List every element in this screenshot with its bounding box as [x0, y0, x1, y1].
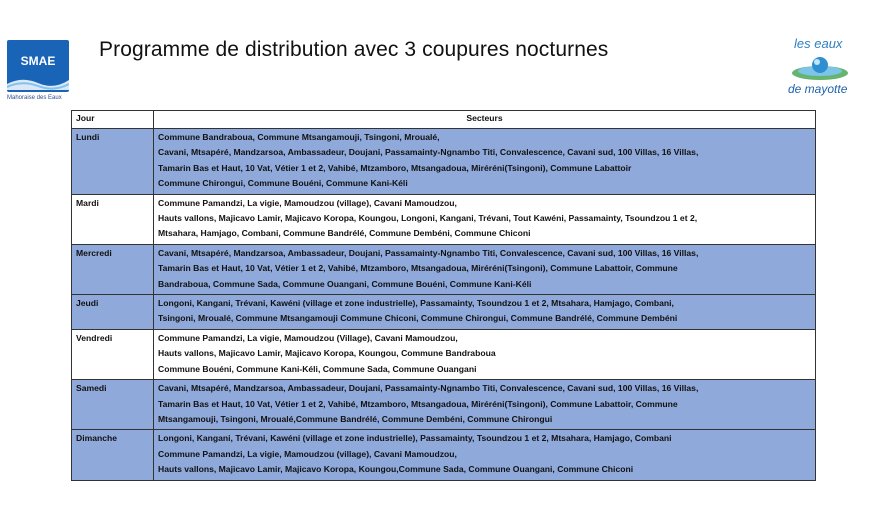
sector-line: Hauts vallons, Majicavo Lamir, Majicavo Koropa, Koungou, Commune Bandraboua [158, 348, 496, 359]
table-row [72, 380, 816, 430]
table-header-row [72, 111, 816, 129]
column-header-sectors: Secteurs [154, 111, 816, 129]
table-row [72, 194, 816, 244]
sectors-cell [154, 295, 816, 330]
sector-line: Cavani, Mtsapéré, Mandzarsoa, Ambassadeur, Doujani, Passamainty-Ngnambo Titi, Convalescence, Cavani sud, 100 Villas, 16 Villas, [158, 147, 699, 158]
sector-line: Mtsahara, Hamjago, Combani, Commune Bandrélé, Commune Dembéni, Commune Chiconi [158, 228, 531, 239]
sector-line: Tamarin Bas et Haut, 10 Vat, Vétier 1 et 2, Vahibé, Mtzamboro, Mtsangadoua, Miréréni(Tsingoni), Commune Labattoir, Commune [158, 263, 678, 274]
sector-line: Commune Pamandzi, La vigie, Mamoudzou (village), Cavani Mamoudzou, [158, 448, 457, 459]
sector-line: Mtsangamouji, Tsingoni, Mroualé,Commune Bandrélé, Commune Dembéni, Commune Chirongui [158, 413, 553, 424]
sectors-cell [154, 380, 816, 430]
table-row [72, 430, 816, 480]
sectors-cell [154, 194, 816, 244]
day-cell: Dimanche [72, 430, 154, 480]
day-cell: Samedi [72, 380, 154, 430]
sector-line: Commune Pamandzi, La vigie, Mamoudzou (village), Cavani Mamoudzou, [158, 197, 457, 208]
day-cell: Jeudi [72, 295, 154, 330]
sectors-cell [154, 244, 816, 294]
sector-line: Hauts vallons, Majicavo Lamir, Majicavo Koropa, Koungou, Longoni, Kangani, Trévani, Tout Kawéni, Passamainty, Tsoundzou 1 et 2, [158, 213, 698, 224]
sector-line: Cavani, Mtsapéré, Mandzarsoa, Ambassadeur, Doujani, Passamainty-Ngnambo Titi, Convalescence, Cavani sud, 100 Villas, 16 Villas, [158, 383, 699, 394]
sector-line: Commune Pamandzi, La vigie, Mamoudzou (Village), Cavani Mamoudzou, [158, 332, 458, 343]
day-cell: Vendredi [72, 329, 154, 379]
page-title: Programme de distribution avec 3 coupures nocturnes [99, 38, 609, 61]
sector-line: Longoni, Kangani, Trévani, Kawéni (village et zone industrielle), Passamainty, Tsoundzou 1 et 2, Mtsahara, Hamjago, Combani [158, 433, 672, 444]
smae-logo-badge [7, 40, 69, 92]
sector-line: Commune Bandraboua, Commune Mtsangamouji, Tsingoni, Mroualé, [158, 132, 440, 142]
water-drop-icon [790, 51, 850, 83]
smae-logo [7, 40, 71, 110]
table-row [72, 129, 816, 195]
distribution-schedule-table [71, 110, 816, 481]
sector-line: Cavani, Mtsapéré, Mandzarsoa, Ambassadeur, Doujani, Passamainty-Ngnambo Titi, Convalescence, Cavani sud, 100 Villas, 16 Villas, [158, 247, 699, 258]
smae-logo-name: SMAE [20, 54, 56, 68]
eaux-mayotte-logo-line2: de mayotte [788, 82, 848, 96]
day-cell: Lundi [72, 129, 154, 195]
smae-logo-tagline: Mahoraise des Eaux [7, 95, 62, 101]
day-cell: Mercredi [72, 244, 154, 294]
sector-line: Bandraboua, Commune Sada, Commune Ouangani, Commune Bouéni, Commune Kani-Kéli [158, 278, 532, 289]
sector-line: Tamarin Bas et Haut, 10 Vat, Vétier 1 et 2, Vahibé, Mtzamboro, Mtsangadoua, Miréréni(Tsingoni), Commune Labattoir, Commune [158, 398, 678, 409]
sector-line: Commune Chirongui, Commune Bouéni, Commune Kani-Kéli [158, 178, 408, 189]
sector-line: Tamarin Bas et Haut, 10 Vat, Vétier 1 et 2, Vahibé, Mtzamboro, Mtsangadoua, Miréréni(Tsingoni), Commune Labattoir [158, 162, 632, 173]
sectors-cell [154, 430, 816, 480]
eaux-mayotte-logo [782, 36, 862, 100]
table-row [72, 295, 816, 330]
sector-line: Tsingoni, Mroualé, Commune Mtsangamouji Commune Chiconi, Commune Chirongui, Commune Bandrélé, Commune Dembéni [158, 313, 678, 324]
eaux-mayotte-logo-line1: les eaux [794, 36, 843, 51]
sector-line: Hauts vallons, Majicavo Lamir, Majicavo Koropa, Koungou,Commune Sada, Commune Ouangani, Commune Chiconi [158, 464, 634, 475]
table-row [72, 329, 816, 379]
column-header-day: Jour [72, 111, 154, 129]
table-row [72, 244, 816, 294]
sectors-cell [154, 129, 816, 195]
sector-line: Longoni, Kangani, Trévani, Kawéni (village et zone industrielle), Passamainty, Tsoundzou 1 et 2, Mtsahara, Hamjago, Combani, [158, 298, 674, 309]
day-cell: Mardi [72, 194, 154, 244]
wave-icon [7, 74, 69, 90]
sector-line: Commune Bouéni, Commune Kani-Kéli, Commune Sada, Commune Ouangani [158, 363, 477, 374]
sectors-cell [154, 329, 816, 379]
